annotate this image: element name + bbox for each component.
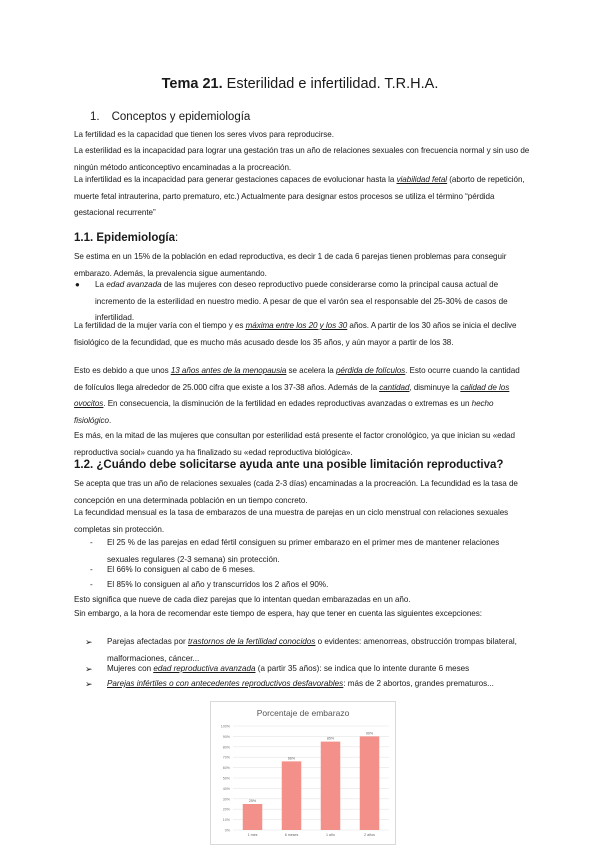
dash-item-85: - El 85% lo consiguen al año y transcurridos los 2 años el 90%.: [107, 577, 529, 594]
section-heading-1-2: 1.2. ¿Cuándo debe solicitarse ayuda ante una posible limitación reproductiva?: [74, 459, 504, 471]
section-heading-1-1: 1.1. Epidemiología:: [74, 232, 179, 244]
y-tick-label: 90%: [222, 734, 230, 739]
x-tick-label: 2 años: [364, 833, 375, 837]
bar-4: [360, 736, 380, 830]
y-tick-label: 60%: [222, 766, 230, 771]
data-label: 85%: [326, 736, 335, 741]
bar-3: [321, 742, 341, 830]
bar-2: [282, 761, 302, 830]
y-tick-label: 50%: [222, 776, 230, 781]
y-tick-label: 80%: [222, 745, 230, 750]
chart-svg: [211, 702, 395, 844]
paragraph-epidemiologia: Se estima en un 15% de la población en edad reproductiva, es decir 1 de cada 6 parejas tienen problemas para conseguir embarazo. Además, la prevalencia sigue aumentando.: [74, 252, 507, 278]
arrow-bullet-icon: ➢: [85, 637, 93, 647]
paragraph-fecundidad-mensual: La fecundidad mensual es la tasa de embarazos de una muestra de parejas en un ciclo menstrual con relaciones sexuales completas sin protección.: [74, 508, 509, 534]
paragraph-excepciones: Sin embargo, a la hora de recomendar este tiempo de espera, hay que tener en cuenta las siguientes excepciones:: [74, 609, 482, 618]
y-tick-label: 100%: [220, 724, 230, 729]
y-tick-label: 70%: [222, 755, 230, 760]
y-tick-label: 0%: [224, 828, 230, 833]
chart-title: Porcentaje de embarazo: [256, 708, 350, 718]
arrow-bullet-icon: ➢: [85, 664, 93, 674]
dash-marker: -: [90, 538, 93, 547]
dash-item-25: - El 25 % de las parejas en edad fértil consiguen su primer embarazo en el primer mes de mantener relaciones sexuales regulares (2-3 semana) sin protección.: [107, 535, 529, 568]
section-heading-1: [90, 111, 250, 123]
arrow-item-antecedentes: ➢ Parejas infértiles o con antecedentes reproductivos desfavorables: más de 2 abortos, grandes prematuros...: [107, 676, 527, 693]
data-label: 66%: [287, 756, 296, 761]
arrow-item-trastornos: ➢ Parejas afectadas por trastornos de la fertilidad conocidos o evidentes: amenorreas, obstrucción trompas bilateral, malformaciones, cáncer...: [107, 634, 527, 667]
y-tick-label: 40%: [222, 786, 230, 791]
y-tick-label: 30%: [222, 797, 230, 802]
arrow-bullet-icon: ➢: [85, 679, 93, 689]
document-title: [0, 76, 600, 92]
paragraph-fertilidad-edad: La fertilidad de la mujer varía con el tiempo y es máxima entre los 20 y los 30 años. A partir de los 30 años se inicia el declive fisiológico de la fecundidad, que es mucho más acusado desde los 35 años, y aún mayor a partir de los 38.: [74, 321, 517, 347]
paragraph-menopausia: Esto es debido a que unos 13 años antes de la menopausia se acelera la pérdida de folículos. Esto ocurre cuando la cantidad de folículos llega alrededor de 25.000 cifra que existe a los 37-38 años. Además de la cantidad, disminuye la calidad de los ovocitos. En consecuencia, la disminución de la fertilidad en edades reproductivas avanzadas o extremas es un hecho fisiológico.: [74, 366, 520, 425]
title-text: Esterilidad e infertilidad. T.R.H.A.: [222, 76, 439, 92]
x-tick-label: 1 año: [326, 833, 335, 837]
pregnancy-rate-chart: [210, 701, 396, 845]
arrow-item-edad: ➢ Mujeres con edad reproductiva avanzada (a partir 35 años): se indica que lo intente durante 6 meses: [107, 661, 527, 678]
paragraph-fecundidad: Se acepta que tras un año de relaciones sexuales (cada 2-3 días) encaminadas a la procreación. La fecundidad es la tasa de concepción en una determinada población en un tiempo concreto.: [74, 479, 518, 505]
bullet-edad-avanzada: ● La edad avanzada de las mujeres con deseo reproductivo puede considerarse como la principal causa actual de incremento de la esterilidad en nuestro medio. A pesar de que el varón sea el responsable del 25-30% de casos de infertilidad.: [95, 277, 527, 327]
paragraph-nueve-de-diez: Esto significa que nueve de cada diez parejas que lo intentan quedan embarazadas en un año.: [74, 595, 411, 604]
dash-marker: -: [90, 580, 93, 589]
x-tick-label: 6 meses: [284, 833, 299, 837]
dash-marker: -: [90, 565, 93, 574]
paragraph-fertilidad: La fertilidad es la capacidad que tienen los seres vivos para reproducirse.: [74, 130, 334, 139]
y-tick-label: 10%: [222, 818, 230, 823]
dash-item-66: - El 66% lo consiguen al cabo de 6 meses.: [107, 562, 529, 579]
y-tick-label: 20%: [222, 807, 230, 812]
data-label: 90%: [365, 731, 374, 736]
x-tick-label: 1 mes: [247, 833, 258, 837]
bullet-icon: ●: [75, 280, 80, 289]
bar-1: [243, 804, 263, 830]
section-number: 1.: [90, 111, 100, 123]
paragraph-infertilidad: La infertilidad es la incapacidad para generar gestaciones capaces de evolucionar hasta la viabilidad fetal (aborto de repetición, muerte fetal intrauterina, parto prematuro, etc.) Actualmente para designar estos procesos se utiliza el término “pérdida gestacional recurrente”: [74, 175, 525, 217]
data-label: 25%: [248, 799, 257, 803]
paragraph-esterilidad: La esterilidad es la incapacidad para lograr una gestación tras un año de relaciones sexuales con frecuencia normal y sin uso de ningún método anticonceptivo encaminadas a la procreación.: [74, 146, 530, 172]
section-title: Conceptos y epidemiología: [111, 111, 251, 123]
title-number: Tema 21.: [161, 76, 223, 92]
paragraph-edad-social: Es más, en la mitad de las mujeres que consultan por esterilidad está presente el factor cronológico, ya que inician su «edad reproductiva social» cuando ya ha finalizado su «edad reproductiva biológica».: [74, 431, 515, 457]
